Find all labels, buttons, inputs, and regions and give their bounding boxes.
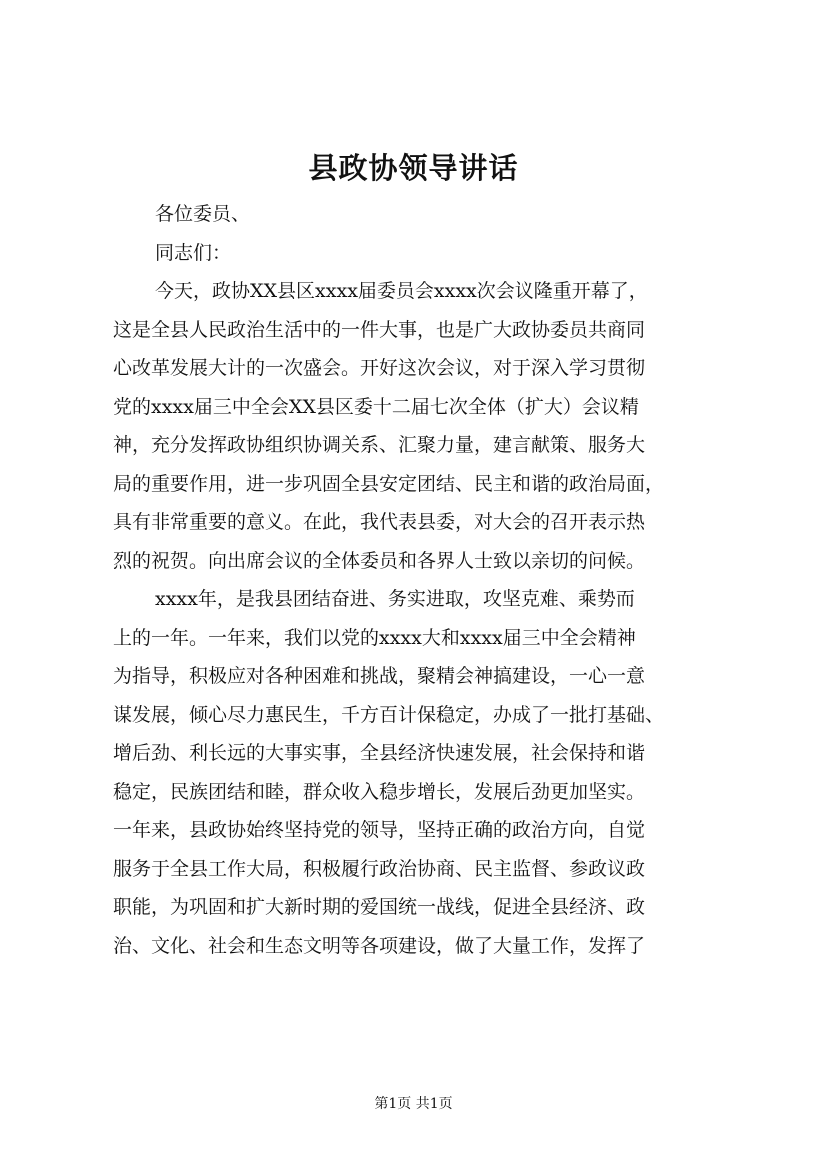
paragraph-line: 服务于全县工作大局，积极履行政治协商、民主监督、参政议政: [113, 857, 646, 880]
paragraph-line: 这是全县人民政治生活中的一件大事，也是广大政协委员共商同: [113, 318, 646, 341]
paragraph-line: 为指导，积极应对各种困难和挑战，聚精会神搞建设，一心一意: [113, 665, 646, 687]
paragraph-line: 增后劲、利长远的大事实事，全县经济快速发展，社会保持和谐: [113, 742, 646, 764]
paragraph-line: 一年来，县政协始终坚持党的领导，坚持正确的政治方向，自觉: [113, 819, 646, 841]
paragraph-line: xxxx年，是我县团结奋进、务实进取，攻坚克难、乘势而: [155, 588, 635, 610]
salutation-line: 同志们：: [155, 241, 232, 264]
paragraph-line: 心改革发展大计的一次盛会。开好这次会议，对于深入学习贯彻: [113, 357, 646, 379]
paragraph-line: 上的一年。一年来，我们以党的xxxx大和xxxx届三中全会精神: [113, 626, 636, 649]
salutation-line: 各位委员、: [155, 203, 251, 225]
document-body: [113, 195, 737, 965]
page-footer: 第1页 共1页: [374, 1096, 453, 1112]
paragraph-line: 治、文化、社会和生态文明等各项建设，做了大量工作，发挥了: [113, 934, 646, 957]
document-title: 县政协领导讲话: [308, 151, 519, 185]
paragraph-line: 具有非常重要的意义。在此，我代表县委，对大会的召开表示热: [113, 511, 646, 533]
paragraph-line: 神，充分发挥政协组织协调关系、汇聚力量，建言献策、服务大: [113, 434, 646, 456]
paragraph-line: 稳定，民族团结和睦，群众收入稳步增长，发展后劲更加坚实。: [113, 780, 646, 803]
paragraph-line: 谋发展，倾心尽力惠民生，千方百计保稳定，办成了一批打基础、: [113, 703, 665, 726]
paragraph-line: 今天，政协XX县区xxxx届委员会xxxx次会议隆重开幕了，: [155, 280, 648, 302]
paragraph-line: 烈的祝贺。向出席会议的全体委员和各界人士致以亲切的问候。: [113, 549, 646, 572]
paragraph-line: 党的xxxx届三中全会XX县区委十二届七次全体（扩大）会议精: [113, 395, 639, 418]
paragraph-line: 局的重要作用，进一步巩固全县安定团结、民主和谐的政治局面，: [113, 472, 665, 495]
paragraph-line: 职能，为巩固和扩大新时期的爱国统一战线，促进全县经济、政: [113, 896, 646, 918]
